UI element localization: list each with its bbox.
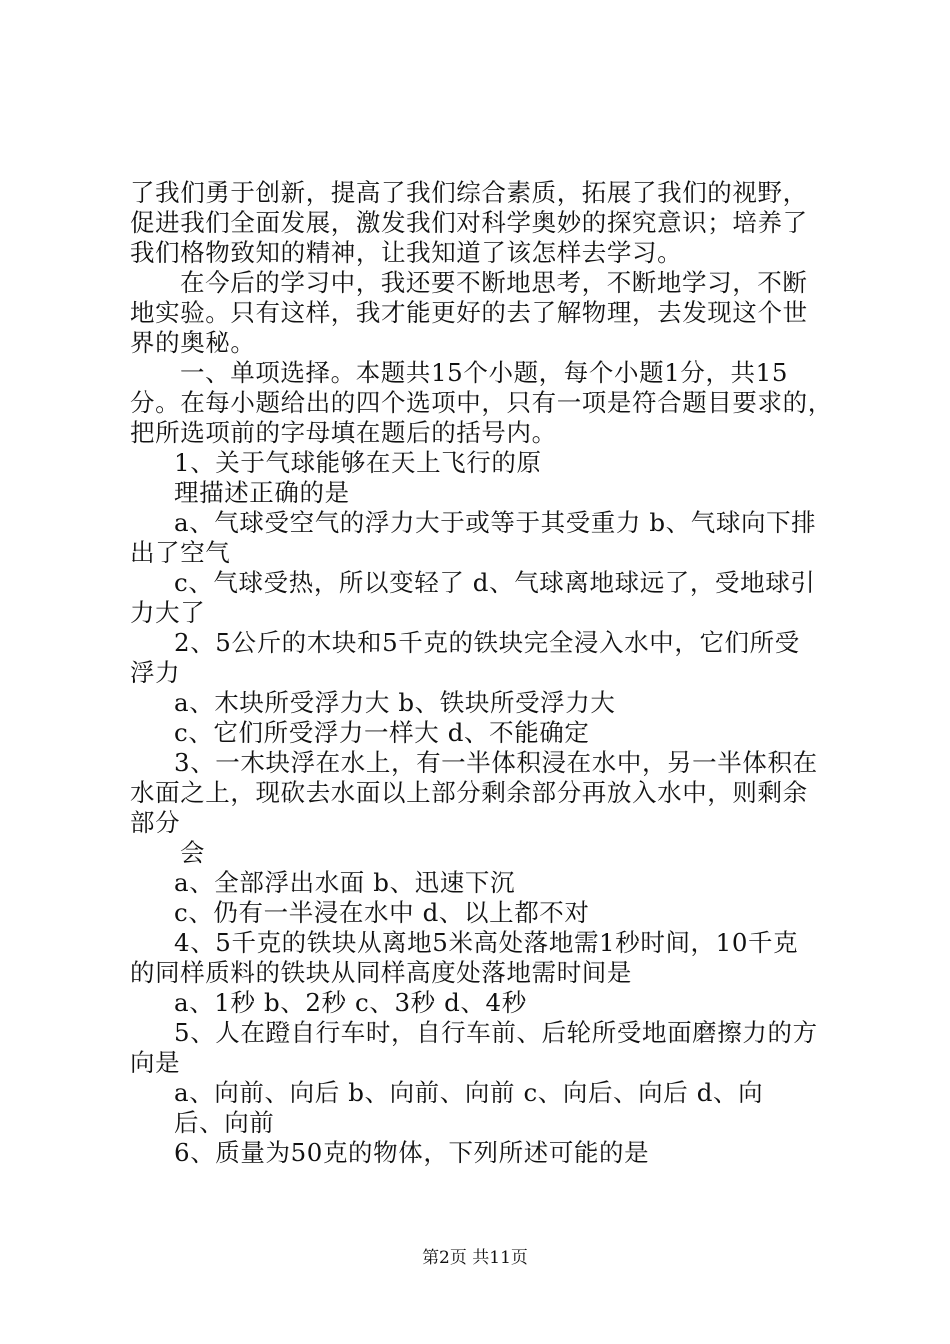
- question-2: 2、5公斤的木块和5千克的铁块完全浸入水中，它们所受: [174, 628, 800, 657]
- option-line: c、它们所受浮力一样大 d、不能确定: [174, 718, 590, 747]
- text-line: 浮力: [130, 658, 181, 687]
- question-3: 3、一木块浮在水上，有一半体积浸在水中，另一半体积在: [174, 748, 818, 777]
- text-line: 会: [180, 838, 206, 867]
- text-line: 力大了: [130, 598, 206, 627]
- text-line: 了我们勇于创新，提高了我们综合素质，拓展了我们的视野，: [130, 178, 808, 207]
- question-5: 5、人在蹬自行车时，自行车前、后轮所受地面磨擦力的方: [174, 1018, 818, 1047]
- question-4: 4、5千克的铁块从离地5米高处落地需1秒时间，10千克: [174, 928, 799, 957]
- text-line: 我们格物致知的精神，让我知道了该怎样去学习。: [130, 238, 683, 267]
- question-1: 1、关于气球能够在天上飞行的原: [174, 448, 542, 477]
- text-line: 把所选项前的字母填在题后的括号内。: [130, 418, 557, 447]
- text-line: 部分: [130, 808, 181, 837]
- text-line: 理描述正确的是: [174, 478, 350, 507]
- option-line: 后、向前: [174, 1108, 275, 1137]
- option-line: c、仍有一半浸在水中 d、以上都不对: [174, 898, 590, 927]
- text-line: 出了空气: [130, 538, 231, 567]
- text-line: 地实验。只有这样，我才能更好的去了解物理，去发现这个世: [130, 298, 808, 327]
- text-line: 分。在每小题给出的四个选项中，只有一项是符合题目要求的，: [130, 388, 833, 417]
- question-6: 6、质量为50克的物体，下列所述可能的是: [174, 1138, 650, 1167]
- section-heading-line: 一、单项选择。本题共15个小题，每个小题1分，共15: [180, 358, 789, 387]
- option-line: a、全部浮出水面 b、迅速下沉: [174, 868, 516, 897]
- page-number-footer: 第2页 共11页: [422, 1248, 528, 1268]
- option-line: c、气球受热，所以变轻了 d、气球离地球远了，受地球引: [174, 568, 816, 597]
- text-line: 水面之上，现砍去水面以上部分剩余部分再放入水中，则剩余: [130, 778, 808, 807]
- text-line: 的同样质料的铁块从同样高度处落地需时间是: [130, 958, 632, 987]
- option-line: a、木块所受浮力大 b、铁块所受浮力大: [174, 688, 616, 717]
- text-line: 促进我们全面发展，激发我们对科学奥妙的探究意识；培养了: [130, 208, 808, 237]
- option-line: a、1秒 b、2秒 c、3秒 d、4秒: [174, 988, 527, 1017]
- option-line: a、气球受空气的浮力大于或等于其受重力 b、气球向下排: [174, 508, 817, 537]
- text-line: 界的奥秘。: [130, 328, 256, 357]
- option-line: a、向前、向后 b、向前、向前 c、向后、向后 d、向: [174, 1078, 764, 1107]
- text-line: 在今后的学习中，我还要不断地思考，不断地学习，不断: [180, 268, 808, 297]
- page-body: [130, 178, 835, 1168]
- text-line: 向是: [130, 1048, 181, 1077]
